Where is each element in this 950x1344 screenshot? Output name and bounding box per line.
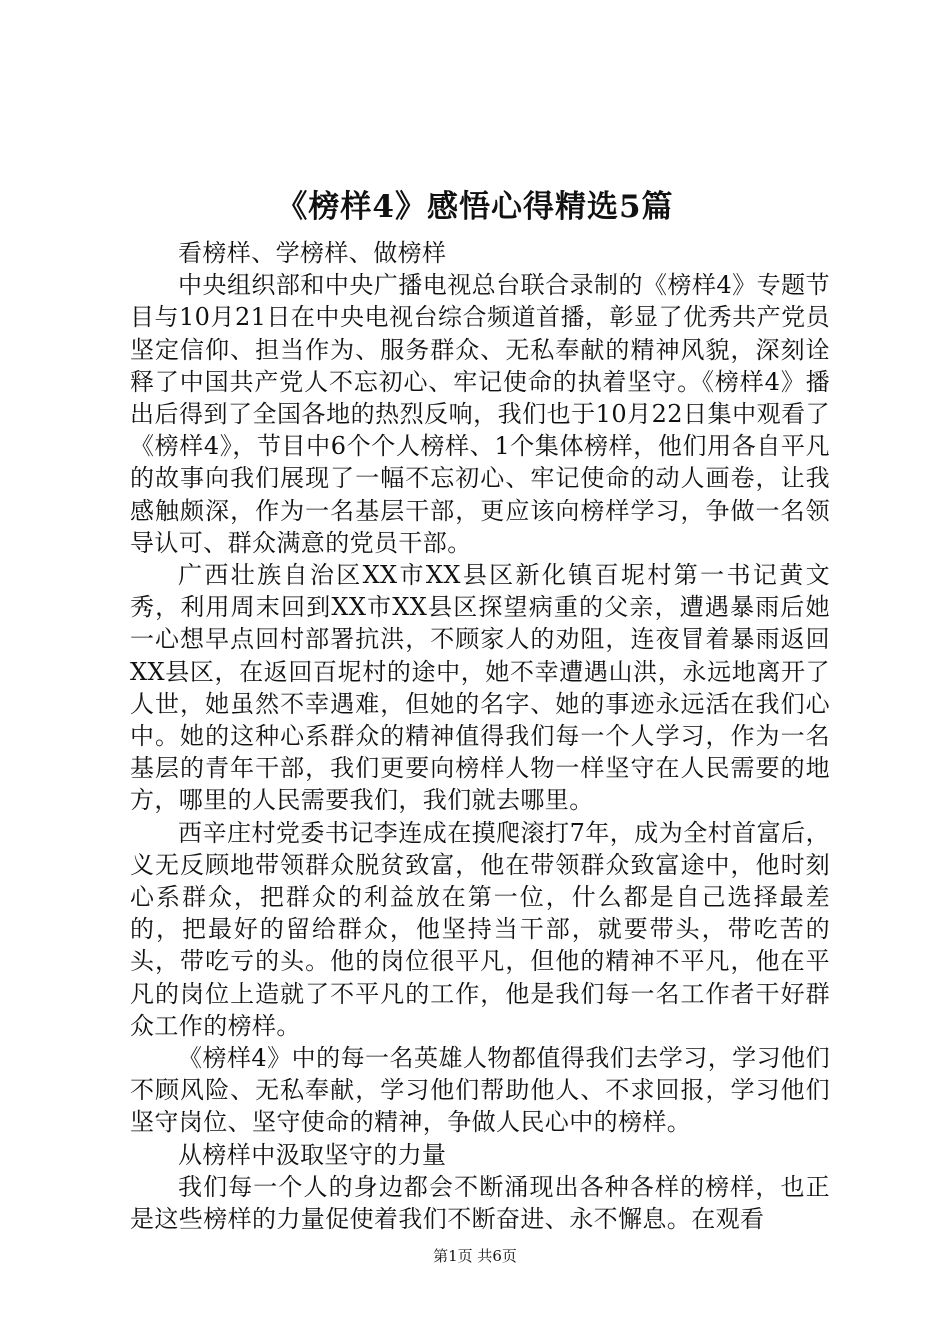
paragraph: 西辛庄村党委书记李连成在摸爬滚打7年，成为全村首富后，义无反顾地带领群众脱贫致富，他在带领群众致富途中，他时刻心系群众，把群众的利益放在第一位，什么都是自己选择最差的，把最好的留给群众，他坚持当干部，就要带头，带吃苦的头，带吃亏的头。他的岗位很平凡，但他的精神不平凡，他在平凡的岗位上造就了不平凡的工作，他是我们每一名工作者干好群众工作的榜样。 <box>130 818 830 1040</box>
paragraph: 我们每一个人的身边都会不断涌现出各种各样的榜样，也正是这些榜样的力量促使着我们不断奋进、永不懈息。在观看 <box>130 1172 830 1234</box>
document-body <box>130 237 830 1235</box>
section-heading: 看榜样、学榜样、做榜样 <box>178 239 447 267</box>
page-number-footer: 第1页 共6页 <box>433 1247 517 1265</box>
paragraph: 广西壮族自治区XX市XX县区新化镇百坭村第一书记黄文秀，利用周末回到XX市XX县区探望病重的父亲，遭遇暴雨后她一心想早点回村部署抗洪，不顾家人的劝阻，连夜冒着暴雨返回XX县区，在返回百坭村的途中，她不幸遭遇山洪，永远地离开了人世，她虽然不幸遇难，但她的名字、她的事迹永远活在我们心中。她的这种心系群众的精神值得我们每一个人学习，作为一名基层的青年干部，我们更要向榜样人物一样坚守在人民需要的地方，哪里的人民需要我们，我们就去哪里。 <box>130 561 830 815</box>
paragraph: 《榜样4》中的每一名英雄人物都值得我们去学习，学习他们不顾风险、无私奉献，学习他们帮助他人、不求回报，学习他们坚守岗位、坚守使命的精神，争做人民心中的榜样。 <box>130 1044 830 1137</box>
section-heading: 从榜样中汲取坚守的力量 <box>178 1140 447 1169</box>
paragraph: 中央组织部和中央广播电视总台联合录制的《榜样4》专题节目与10月21日在中央电视台综合频道首播，彰显了优秀共产党员坚定信仰、担当作为、服务群众、无私奉献的精神风貌，深刻诠释了中国共产党人不忘初心、牢记使命的执着坚守。《榜样4》播出后得到了全国各地的热烈反响，我们也于10月22日集中观看了《榜样4》，节目中6个个人榜样、1个集体榜样，他们用各自平凡的故事向我们展现了一幅不忘初心、牢记使命的动人画卷，让我感触颇深，作为一名基层干部，更应该向榜样学习，争做一名领导认可、群众满意的党员干部。 <box>130 271 830 557</box>
document-title: 《榜样4》感悟心得精选5篇 <box>276 189 674 225</box>
